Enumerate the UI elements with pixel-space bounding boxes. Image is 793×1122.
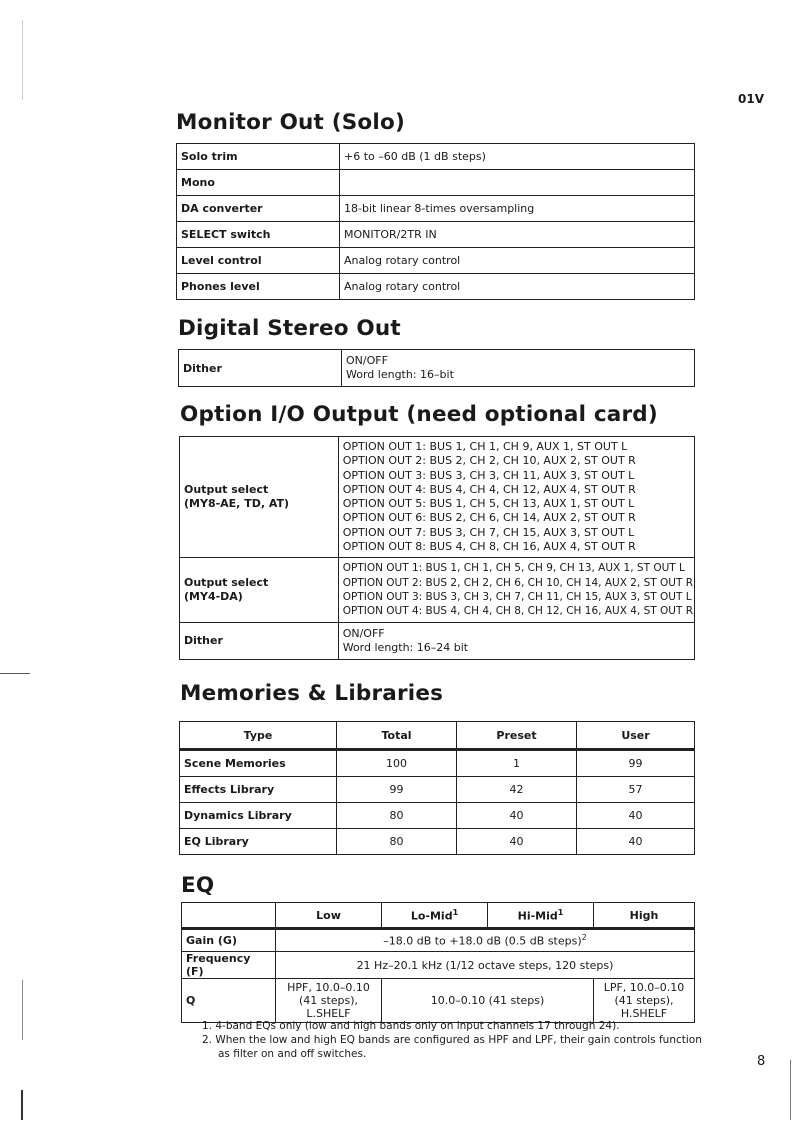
row-label: SELECT switch: [177, 222, 340, 248]
row-value: 18-bit linear 8-times oversampling: [340, 196, 695, 222]
column-header: [182, 903, 276, 929]
row-label: Scene Memories: [180, 750, 337, 777]
cell: 99: [577, 750, 695, 777]
cell: 40: [457, 829, 577, 855]
cell: 42: [457, 777, 577, 803]
footnote: 2. When the low and high EQ bands are configured as HPF and LPF, their gain controls function as filter on and off switches.: [202, 1034, 702, 1060]
memories-table: [179, 721, 695, 855]
table-row: [177, 144, 695, 170]
model-label: 01V: [738, 92, 764, 106]
row-label: Output select (MY8-AE, TD, AT): [180, 437, 339, 558]
row-label: Output select (MY4-DA): [180, 558, 339, 622]
row-label: Frequency (F): [182, 952, 276, 979]
section-title-monitor-out: Monitor Out (Solo): [176, 110, 405, 135]
row-label: Q: [182, 979, 276, 1023]
table-row: [180, 750, 695, 777]
column-header: Total: [337, 722, 457, 750]
row-value: +6 to –60 dB (1 dB steps): [340, 144, 695, 170]
table-row: [180, 437, 695, 558]
column-header: Type: [180, 722, 337, 750]
cell: 57: [577, 777, 695, 803]
cell: HPF, 10.0–0.10 (41 steps), L.SHELF: [276, 979, 382, 1023]
footnotes: [202, 1019, 702, 1061]
row-value: MONITOR/2TR IN: [340, 222, 695, 248]
table-row: [180, 777, 695, 803]
cell: 40: [577, 829, 695, 855]
table-header-row: [182, 903, 695, 929]
row-label: Effects Library: [180, 777, 337, 803]
table-row: [180, 622, 695, 659]
column-header: Lo-Mid$^1$: [382, 903, 488, 929]
scan-mark: [22, 20, 23, 100]
row-value: OPTION OUT 1: BUS 1, CH 1, CH 5, CH 9, CH 13, AUX 1, ST OUT L OPTION OUT 2: BUS 2, CH 2, CH 6, CH 10, CH 14, AUX 2, ST OUT R OPTION OUT 3: BUS 3, CH 3, CH 7, CH 11, CH 15, AUX 3, ST OUT L OPTION OUT 4: BUS 4, CH 4, CH 8, CH 12, CH 16, AUX 4, ST OUT R: [338, 558, 694, 622]
table-row: [177, 222, 695, 248]
cell: 40: [457, 803, 577, 829]
page-number: 8: [757, 1054, 766, 1069]
cell: 100: [337, 750, 457, 777]
table-row: [182, 979, 695, 1023]
column-header: Preset: [457, 722, 577, 750]
row-label: DA converter: [177, 196, 340, 222]
section-title-eq: EQ: [181, 873, 215, 898]
row-label: Gain (G): [182, 929, 276, 952]
eq-table: [181, 902, 695, 1023]
row-value: ON/OFF Word length: 16–24 bit: [338, 622, 694, 659]
table-row: [177, 274, 695, 300]
column-header: High: [594, 903, 695, 929]
cell: LPF, 10.0–0.10 (41 steps), H.SHELF: [594, 979, 695, 1023]
section-title-option-io: Option I/O Output (need optional card): [180, 402, 658, 427]
column-header: Low: [276, 903, 382, 929]
row-label: Level control: [177, 248, 340, 274]
row-label: Dynamics Library: [180, 803, 337, 829]
table-row: [177, 248, 695, 274]
row-value: ON/OFF Word length: 16–bit: [342, 350, 695, 387]
cell: 80: [337, 803, 457, 829]
row-value: Analog rotary control: [340, 248, 695, 274]
table-row: [180, 829, 695, 855]
row-value: Analog rotary control: [340, 274, 695, 300]
table-row: [177, 196, 695, 222]
option-io-table: [179, 436, 695, 660]
digital-stereo-table: [178, 349, 695, 387]
cell: 40: [577, 803, 695, 829]
table-row: [180, 803, 695, 829]
row-label: EQ Library: [180, 829, 337, 855]
table-row: [180, 558, 695, 622]
column-header: Hi-Mid$^1$: [488, 903, 594, 929]
scan-mark: [0, 673, 30, 674]
table-header-row: [180, 722, 695, 750]
section-title-digital-stereo-out: Digital Stereo Out: [178, 316, 401, 341]
row-value: OPTION OUT 1: BUS 1, CH 1, CH 9, AUX 1, ST OUT L OPTION OUT 2: BUS 2, CH 2, CH 10, AUX 2, ST OUT R OPTION OUT 3: BUS 3, CH 3, CH 11, AUX 3, ST OUT L OPTION OUT 4: BUS 4, CH 4, CH 12, AUX 4, ST OUT R OPTION OUT 5: BUS 1, CH 5, CH 13, AUX 1, ST OUT L OPTION OUT 6: BUS 2, CH 6, CH 14, AUX 2, ST OUT R OPTION OUT 7: BUS 3, CH 7, CH 15, AUX 3, ST OUT L OPTION OUT 8: BUS 4, CH 8, CH 16, AUX 4, ST OUT R: [338, 437, 694, 558]
monitor-out-table: [176, 143, 695, 300]
cell: 10.0–0.10 (41 steps): [382, 979, 594, 1023]
row-label: Phones level: [177, 274, 340, 300]
table-row: [177, 170, 695, 196]
scan-mark: [790, 1060, 791, 1120]
scan-mark: [22, 980, 23, 1040]
cell: 21 Hz–20.1 kHz (1/12 octave steps, 120 steps): [276, 952, 695, 979]
cell: 99: [337, 777, 457, 803]
scan-mark: [21, 1090, 23, 1120]
section-title-memories: Memories & Libraries: [180, 681, 444, 706]
row-label: Dither: [180, 622, 339, 659]
row-value: [340, 170, 695, 196]
row-label: Dither: [179, 350, 342, 387]
table-row: [179, 350, 695, 387]
row-label: Mono: [177, 170, 340, 196]
row-label: Solo trim: [177, 144, 340, 170]
footnote: 1. 4-band EQs only (low and high bands only on input channels 17 through 24).: [202, 1020, 620, 1032]
cell: –18.0 dB to +18.0 dB (0.5 dB steps)$^2$: [276, 929, 695, 952]
table-row: [182, 929, 695, 952]
column-header: User: [577, 722, 695, 750]
cell: 80: [337, 829, 457, 855]
cell: 1: [457, 750, 577, 777]
table-row: [182, 952, 695, 979]
